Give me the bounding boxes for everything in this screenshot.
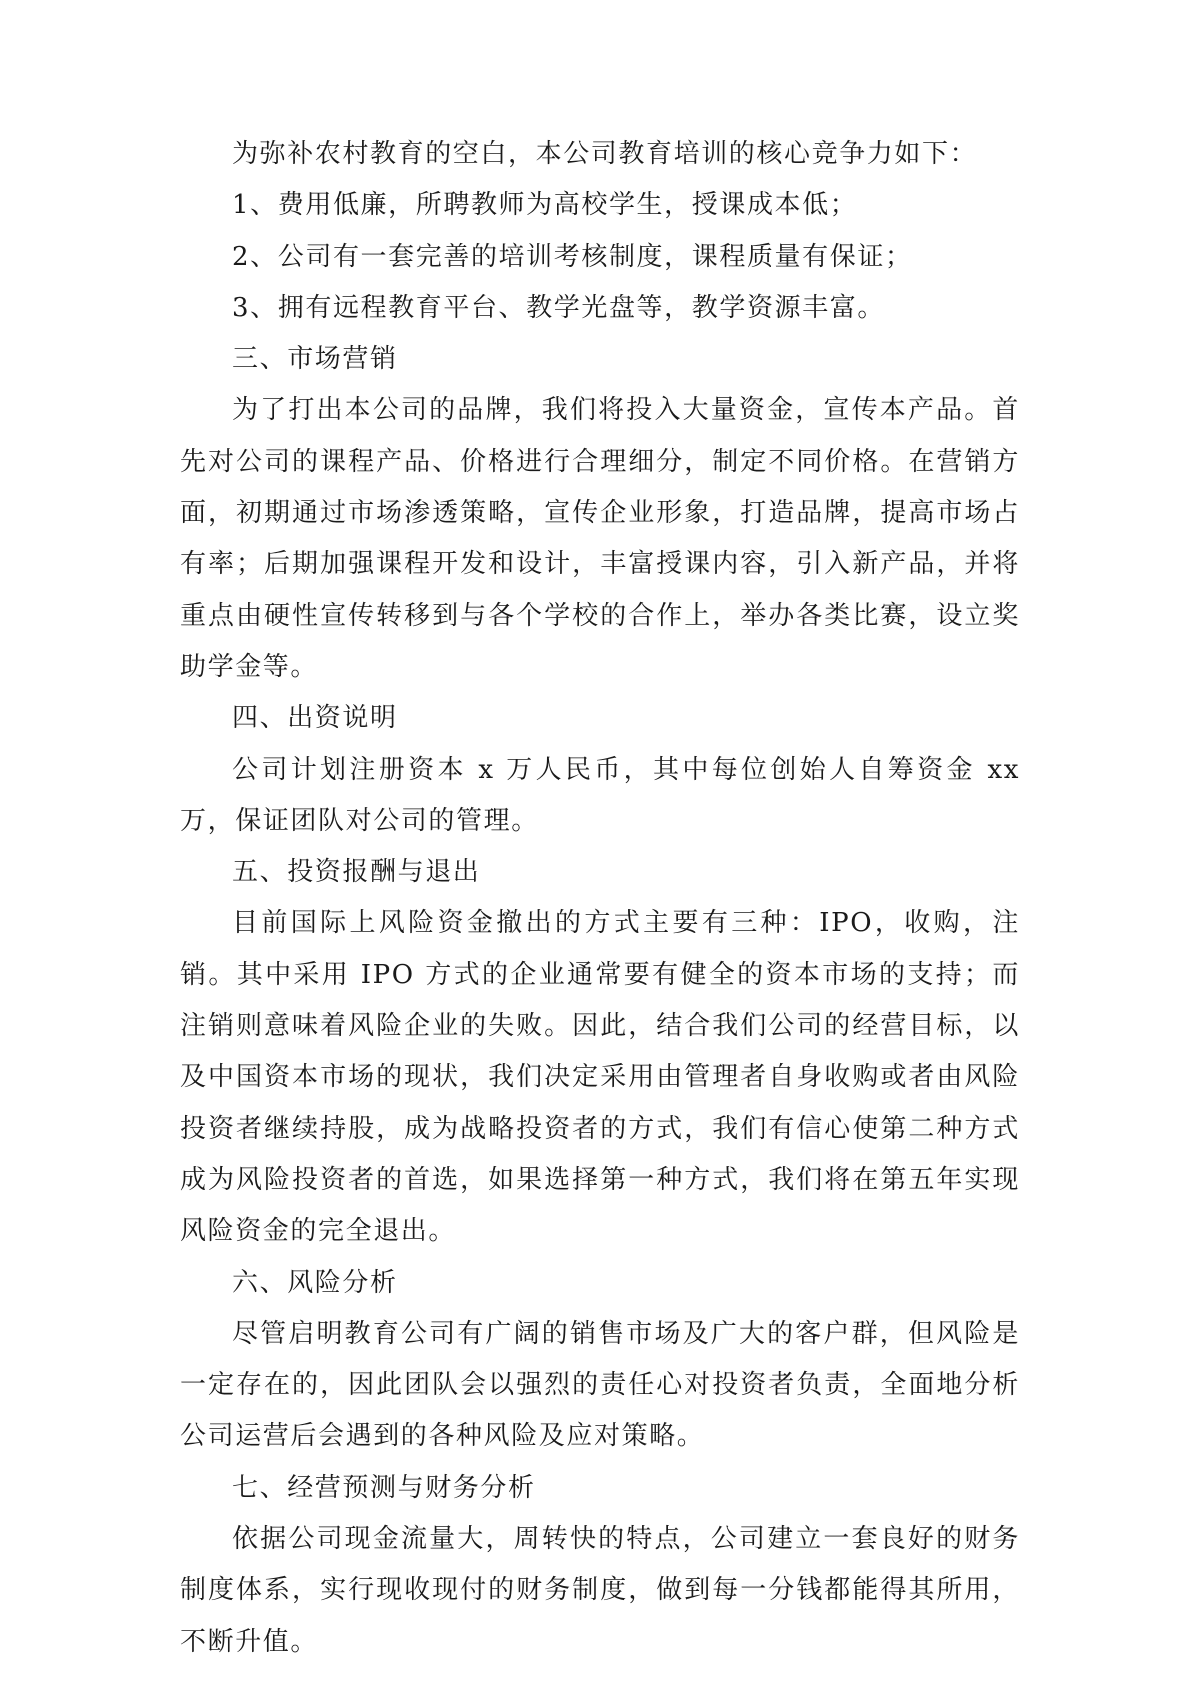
section-heading-finance: 七、经营预测与财务分析 xyxy=(232,1472,536,1503)
list-item: 2、公司有一套完善的培训考核制度，课程质量有保证； xyxy=(232,241,913,272)
risk-paragraph: 尽管启明教育公司有广阔的销售市场及广大的客户群，但风险是一定存在的，因此团队会以强烈的责任心对投资者负责，全面地分析公司运营后会遇到的各种风险及应对策略。 xyxy=(180,1318,1020,1452)
document-page xyxy=(180,129,1020,1668)
intro-paragraph: 为弥补农村教育的空白，本公司教育培训的核心竞争力如下： xyxy=(232,139,978,169)
finance-paragraph: 依据公司现金流量大，周转快的特点，公司建立一套良好的财务制度体系，实行现收现付的财务制度，做到每一分钱都能得其所用，不断升值。 xyxy=(180,1524,1020,1657)
marketing-paragraph: 为了打出本公司的品牌，我们将投入大量资金，宣传本产品。首先对公司的课程产品、价格进行合理细分，制定不同价格。在营销方面，初期通过市场渗透策略，宣传企业形象，打造品牌，提高市场占有率；后期加强课程开发和设计，丰富授课内容，引入新产品，并将重点由硬性宣传转移到与各个学校的合作上，举办各类比赛，设立奖助学金等。 xyxy=(180,395,1020,682)
list-item: 3、拥有远程教育平台、教学光盘等，教学资源丰富。 xyxy=(232,292,885,323)
list-item: 1、费用低廉，所聘教师为高校学生，授课成本低； xyxy=(232,190,858,221)
section-heading-marketing: 三、市场营销 xyxy=(232,344,398,375)
exit-paragraph: 目前国际上风险资金撤出的方式主要有三种：IPO，收购，注销。其中采用 IPO 方式的企业通常要有健全的资本市场的支持；而注销则意味着风险企业的失败。因此，结合我们公司的经营目标，以及中国资本市场的现状，我们决定采用由管理者自身收购或者由风险投资者继续持股，成为战略投资者的方式，我们有信心使第二种方式成为风险投资者的首选，如果选择第一种方式，我们将在第五年实现风险资金的完全退出。 xyxy=(180,908,1020,1247)
section-heading-exit: 五、投资报酬与退出 xyxy=(232,857,481,888)
section-heading-funding: 四、出资说明 xyxy=(232,703,398,734)
funding-paragraph: 公司计划注册资本 x 万人民币，其中每位创始人自筹资金 xx 万，保证团队对公司的管理。 xyxy=(180,754,1020,836)
section-heading-risk: 六、风险分析 xyxy=(232,1267,398,1298)
